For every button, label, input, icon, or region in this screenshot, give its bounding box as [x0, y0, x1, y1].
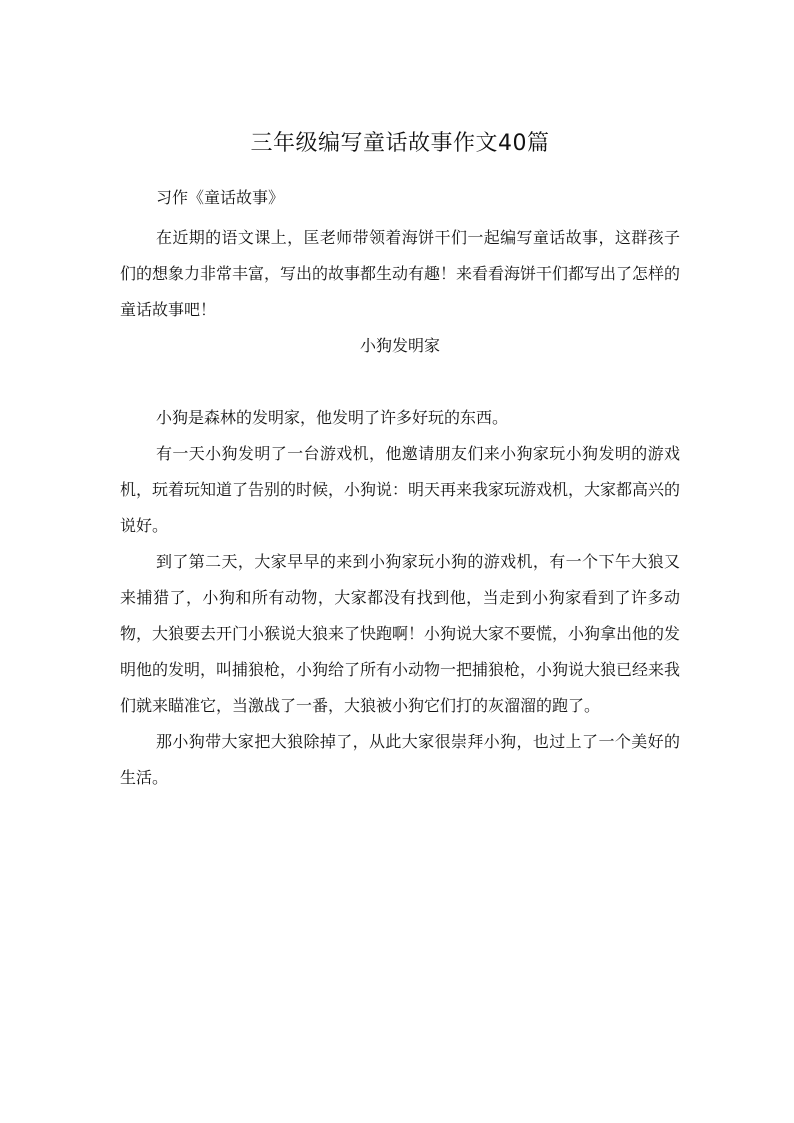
document-subtitle: 习作《童话故事》 [156, 188, 285, 207]
story-paragraph: 小狗是森林的发明家，他发明了许多好玩的东西。 [156, 408, 509, 427]
blank-line [120, 364, 680, 400]
document-title: 三年级编写童话故事作文40篇 [250, 131, 550, 156]
story-title: 小狗发明家 [359, 336, 440, 355]
story-paragraph: 到了第二天，大家早早的来到小狗家玩小狗的游戏机，有一个下午大狼又来捕猎了，小狗和所有动物，大家都没有找到他，当走到小狗家看到了许多动物，大狼要去开门小猴说大狼来了快跑啊！小狗说大家不要慌，小狗拿出他的发明他的发明，叫捕狼枪，小狗给了所有小动物一把捕狼枪，小狗说大狼已经来我们就来瞄准它，当激战了一番，大狼被小狗它们打的灰溜溜的跑了。 [120, 552, 681, 715]
story-paragraph: 有一天小狗发明了一台游戏机，他邀请朋友们来小狗家玩小狗发明的游戏机，玩着玩知道了告别的时候，小狗说：明天再来我家玩游戏机，大家都高兴的说好。 [120, 444, 681, 535]
intro-paragraph: 在近期的语文课上，匡老师带领着海饼干们一起编写童话故事，这群孩子们的想象力非常丰富，写出的故事都生动有趣！来看看海饼干们都写出了怎样的童话故事吧！ [120, 228, 681, 319]
document-page [120, 128, 680, 796]
story-paragraph: 那小狗带大家把大狼除掉了，从此大家很崇拜小狗，也过上了一个美好的生活。 [120, 732, 680, 787]
